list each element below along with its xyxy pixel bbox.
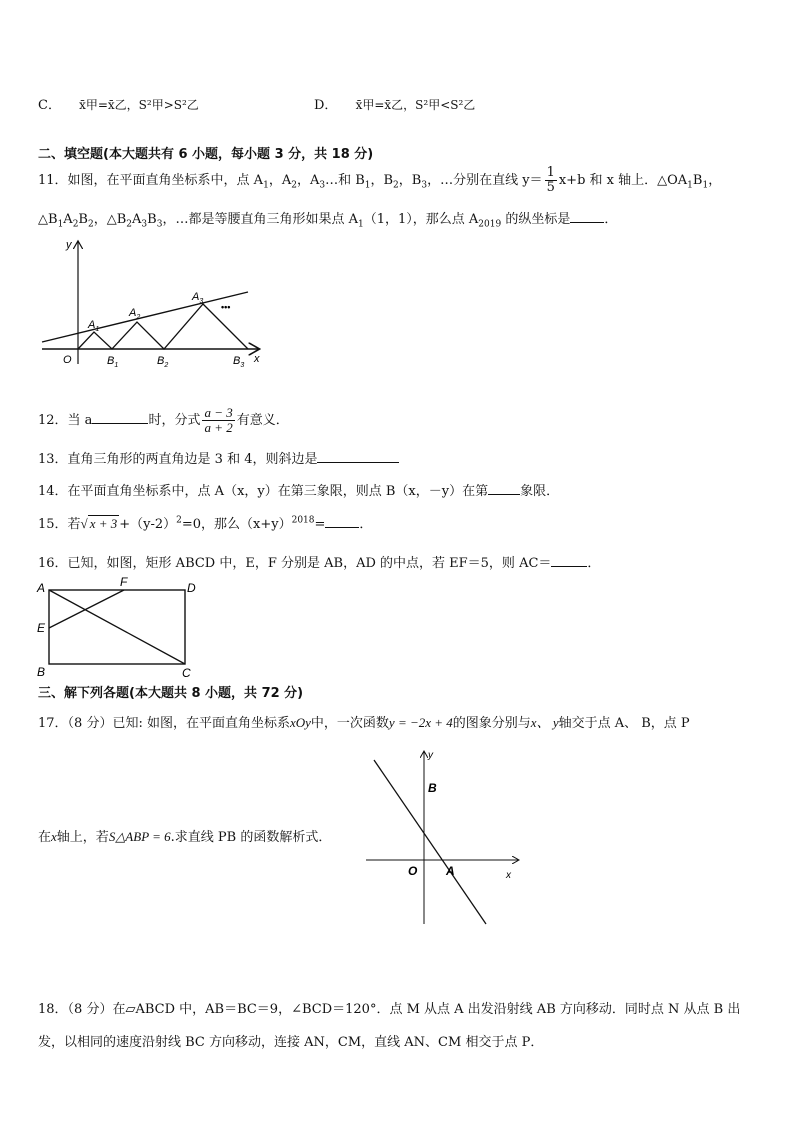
x-label: x xyxy=(506,870,511,881)
q15: 15．若√ $x + 3 +(y-2)^2=0$，那么$(x+y)^{2018}=$ ． xyxy=(38,515,373,532)
line-y-1-5x-b xyxy=(42,292,248,342)
diagonal-ac xyxy=(49,590,185,664)
q12-fraction: $\frac{a - 3}{a + 2}$ xyxy=(204,405,233,435)
q13: 13．直角三角形的两直角边是 3 和 4，则斜边是 xyxy=(38,448,399,467)
q11-line2: $\triangle B_1A_2B_2$，$\triangle B_2A_3B_3$，…都是等腰直角三角形如果点 $A_1(1$，1），那么点 $A_{2019}$ 的纵坐标是 ． xyxy=(38,212,618,230)
option-c-formula: x̄甲=x̄乙，S²甲>S²乙 xyxy=(79,98,199,112)
q18-line1: 18．（8 分）在▱ABCD 中，AB＝BC＝9，∠BCD＝120°．点 M 从点 A 出发沿射线 AB 方向移动．同时点 N 从点 B 出 xyxy=(38,1002,741,1017)
label-a1: $A_1$ xyxy=(88,319,100,333)
label-b3: $B_3$ xyxy=(233,355,245,369)
point-b-label: B xyxy=(428,781,437,795)
q16: 16．已知，如图，矩形 ABCD 中，E，F 分别是 AB，AD 的中点，若 EF＝5，则 AC＝ ． xyxy=(38,556,601,571)
label-a3: $A_3$ xyxy=(192,291,204,305)
option-d-formula: x̄甲=x̄乙，S²甲<S²乙 xyxy=(355,98,476,112)
option-d xyxy=(314,86,475,113)
label-b: B xyxy=(37,665,46,678)
label-f: F xyxy=(120,575,128,589)
label-a: A xyxy=(37,581,46,595)
q11-answer-blank[interactable] xyxy=(570,210,604,223)
option-c xyxy=(38,86,199,113)
y-label: y xyxy=(428,750,433,761)
label-e: E xyxy=(37,621,46,635)
q17-figure xyxy=(362,746,526,930)
q15-radical: √ x + 3 xyxy=(80,516,118,531)
continuation-dots: ••• xyxy=(221,302,231,312)
label-a2: $A_2$ xyxy=(129,307,141,321)
label-c: C xyxy=(182,666,191,678)
q11-slope-fraction: $\frac{1}{5}$ xyxy=(546,165,555,195)
q17-line2: 在x轴上，若S△ABP = 6.求直线 PB 的函数解析式． xyxy=(38,829,332,845)
label-b1: $B_1$ xyxy=(107,355,119,369)
q14-answer-blank[interactable] xyxy=(488,482,520,495)
origin-label: O xyxy=(63,354,72,366)
section3-heading: 三、解下列各题(本大题共 8 小题，共 72 分) xyxy=(38,686,304,701)
origin-label: O xyxy=(408,864,418,878)
point-a-label: A xyxy=(446,864,455,878)
option-c-label: C． xyxy=(38,98,61,113)
q11-line1: 11．如图，在平面直角坐标系中，点 $A_1$，$A_2$，$A_3\dots$和 $B_1$，$B_2$，$B_3$，…分别在直线 y＝ $\frac{1}{5}$ x+b 和 x 轴上．$\triangle OA_1B_1$， xyxy=(38,165,722,195)
q16-figure xyxy=(34,574,200,678)
q16-answer-blank[interactable] xyxy=(551,554,587,567)
q15-answer-blank[interactable] xyxy=(325,515,359,528)
option-d-label: D． xyxy=(314,98,338,113)
q12: 12．当 a 时，分式 $\frac{a - 3}{a + 2}$ 有意义． xyxy=(38,405,289,435)
q13-answer-blank[interactable] xyxy=(317,450,399,463)
q17-line1: 17．（8 分）已知: 如图，在平面直角坐标系xOy中，一次函数y = −2x + 4的图象分别与x、 y轴交于点 A、 B，点 P xyxy=(38,715,690,731)
y-label: y xyxy=(66,239,72,251)
q18-line2: 发，以相同的速度沿射线 BC 方向移动，连接 AN，CM，直线 AN、CM 相交于点 P． xyxy=(38,1035,544,1050)
label-d: D xyxy=(187,581,196,595)
q14: 14．在平面直角坐标系中，点 A（x，y）在第三象限，则点 B（x，－y）在第 象限． xyxy=(38,484,560,499)
q12-answer-blank[interactable] xyxy=(92,411,148,424)
label-b2: $B_2$ xyxy=(157,355,169,369)
section2-heading: 二、填空题(本大题共有 6 小题，每小题 3 分，共 18 分) xyxy=(38,147,374,162)
q11-figure xyxy=(36,236,276,372)
x-label: x xyxy=(254,353,260,365)
